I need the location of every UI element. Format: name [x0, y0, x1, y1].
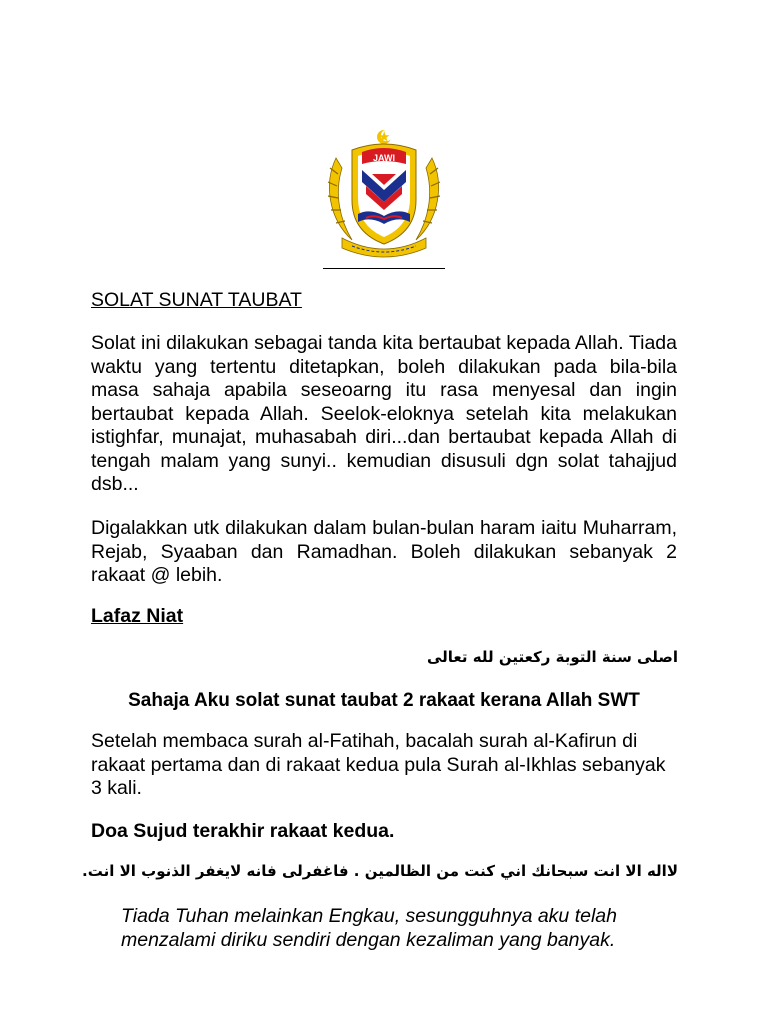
doa-translation: Tiada Tuhan melainkan Engkau, sesungguhnya aku telah menzalami diriku sendiri dengan kezaliman yang banyak. — [121, 905, 617, 951]
intro-paragraph: Solat ini dilakukan sebagai tanda kita bertaubat kepada Allah. Tiada waktu yang tertentu ditetapkan, boleh dilakukan pada bila-bila masa sahaja apabila seseoarng itu rasa menyesal dan ingin bertaubat kepada Allah. Seelok-eloknya setelah kita melakukan istighfar, munajat, muhasabah diri...dan bertaubat kepada Allah di tengah malam yang sunyi.. kemudian disusuli dgn solat tahajjud dsb... — [91, 332, 677, 495]
doa-heading: Doa Sujud terakhir rakaat kedua. — [91, 820, 395, 842]
logo-underline-rule — [323, 268, 445, 269]
niat-heading: Lafaz Niat — [91, 605, 184, 627]
doa-arabic-text: لااله الا انت سبحانك اني كنت من الظالمين . فاغفرلى فانه لايغفر الذنوب الا انت. — [82, 862, 678, 880]
recommended-months-paragraph: Digalakkan utk dilakukan dalam bulan-bulan haram iaitu Muharram, Rejab, Syaaban dan Ramadhan. Boleh dilakukan sebanyak 2 rakaat @ lebih. — [91, 517, 677, 586]
niat-arabic-text: اصلى سنة التوبة ركعتين لله تعالى — [426, 648, 678, 666]
surah-instructions-paragraph: Setelah membaca surah al-Fatihah, bacalah surah al-Kafirun di rakaat pertama dan di rakaat kedua pula Surah al-Ikhlas sebanyak 3 kali. — [91, 730, 666, 799]
niat-translation: Sahaja Aku solat sunat taubat 2 rakaat kerana Allah SWT — [128, 690, 640, 711]
jawi-emblem-logo — [322, 128, 446, 264]
logo-jawi-text: JAWI — [372, 153, 396, 163]
page-title: SOLAT SUNAT TAUBAT — [91, 289, 302, 311]
